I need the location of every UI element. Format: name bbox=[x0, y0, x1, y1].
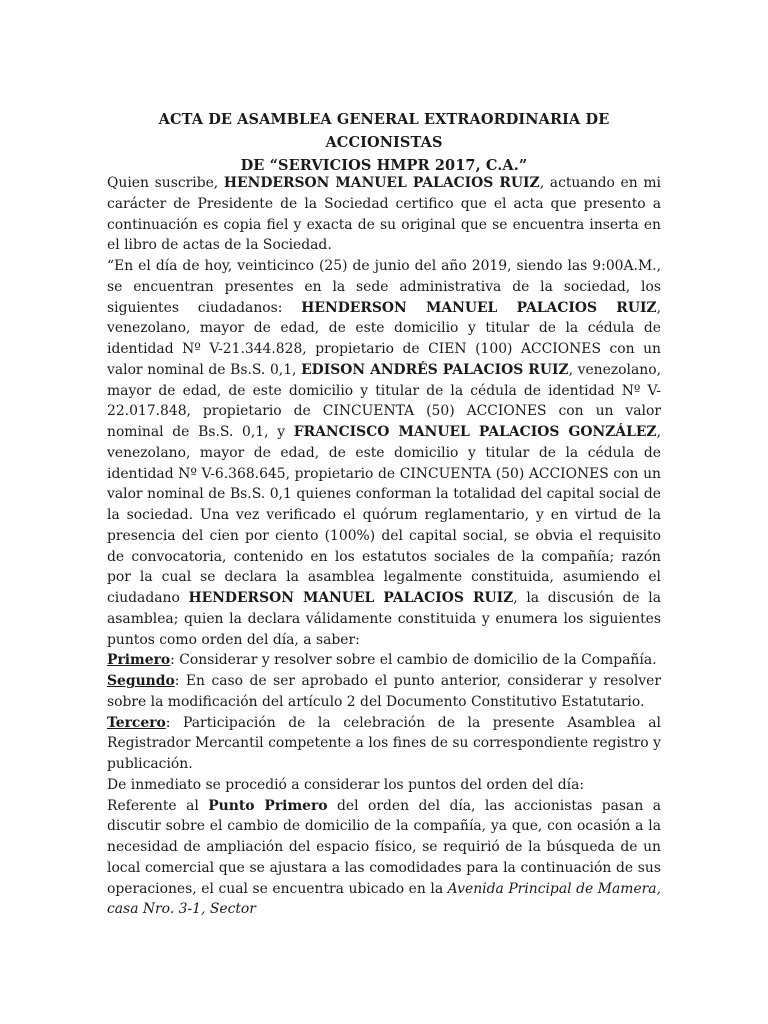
intro-text-continued: , actuando en mi carácter de Presidente de la Sociedad certifico que el acta que presento a continuación es copia fiel y exacta de su original que se encuentra inserta en el libro de actas de la Sociedad. bbox=[107, 175, 661, 254]
agenda-separator: : bbox=[170, 652, 180, 669]
agenda-label-segundo: Segundo bbox=[107, 673, 175, 689]
punto-primero-label: Punto Primero bbox=[208, 797, 328, 814]
agenda-separator: : bbox=[174, 673, 186, 689]
referente-paragraph bbox=[107, 796, 661, 921]
document-body bbox=[107, 173, 661, 920]
minutes-text-2: , venezolano, mayor de edad, de este domicilio y titular de la cédula de identidad Nº V-21.344.828, propietario de CIEN (100) ACCIONES con un valor nominal de Bs.S. 0,1, bbox=[107, 299, 661, 378]
minutes-paragraph bbox=[107, 256, 661, 650]
agenda-label-tercero: Tercero bbox=[107, 714, 166, 731]
agenda-text: En caso de ser aprobado el punto anterior, considerar y resolver sobre la modificación del artículo 2 del Documento Constitutivo Estatutario. bbox=[107, 673, 661, 710]
shareholder-name-2: EDISON ANDRÉS PALACIOS RUIZ bbox=[301, 361, 569, 378]
minutes-text-1: “En el día de hoy, veinticinco (25) de junio del año 2019, siendo las 9:00A.M., se encuentran presentes en la sede administrativa de la sociedad, los siguientes ciudadanos: bbox=[107, 258, 661, 316]
agenda-item bbox=[107, 713, 661, 775]
referente-text-1: Referente al bbox=[107, 797, 209, 814]
shareholder-name-1: HENDERSON MANUEL PALACIOS RUIZ bbox=[301, 299, 657, 316]
minutes-text-4: , venezolano, mayor de edad, de este domicilio y titular de la cédula de identidad Nº V-6.368.645, propietario de CINCUENTA (50) ACCIONES con un valor nominal de Bs.S. 0,1 quienes conforman la totalidad del capital social de la sociedad. Una vez verificado el quórum reglamentario, y en virtud de la presencia del cien por ciento (100%) del capital social, se obvia el requisito de convocatoria, contenido en los estatutos sociales de la compañía; razón por la cual se declara la asamblea legalmente constituida, asumiendo el ciudadano bbox=[107, 424, 661, 606]
proceed-paragraph: De inmediato se procedió a considerar los puntos del orden del día: bbox=[107, 776, 585, 793]
document-title bbox=[100, 108, 668, 177]
chair-name: HENDERSON MANUEL PALACIOS RUIZ bbox=[188, 590, 514, 606]
agenda-item bbox=[107, 650, 661, 671]
agenda-label-primero: Primero bbox=[107, 652, 171, 669]
agenda-separator: : bbox=[165, 714, 184, 731]
agenda-text: Considerar y resolver sobre el cambio de domicilio de la Compañía. bbox=[179, 652, 657, 669]
intro-paragraph bbox=[107, 173, 661, 256]
address-text: Avenida Principal de Mamera, casa Nro. 3-1, Sector bbox=[107, 880, 662, 918]
intro-text: Quien suscribe, bbox=[107, 175, 224, 191]
agenda-text: Participación de la celebración de la presente Asamblea al Registrador Mercantil competente a los fines de su correspondiente registro y publicación. bbox=[107, 714, 661, 772]
president-name: HENDERSON MANUEL PALACIOS RUIZ bbox=[223, 175, 540, 191]
shareholder-name-3: FRANCISCO MANUEL PALACIOS GONZÁLEZ bbox=[293, 424, 657, 440]
agenda-item bbox=[107, 671, 661, 713]
minutes-text-5: , la discusión de la asamblea; quien la declara válidamente constituida y enumera los siguientes puntos como orden del día, a saber: bbox=[107, 590, 661, 648]
title-line-2: DE “SERVICIOS HMPR 2017, C.A.” bbox=[240, 157, 528, 174]
referente-text-2: del orden del día, las accionistas pasan a discutir sobre el cambio de domicilio de la compañía, ya que, con ocasión a la necesidad de ampliación del espacio físico, se requirió de la búsqueda de un local comercial que se ajustara a las comodidades para la continuación de sus operaciones, el cual se encuentra ubicado en la bbox=[107, 797, 661, 897]
title-line-1: ACTA DE ASAMBLEA GENERAL EXTRAORDINARIA DE ACCIONISTAS bbox=[158, 111, 610, 151]
minutes-text-3: , venezolano, mayor de edad, de este domicilio y titular de la cédula de identidad Nº V-22.017.848, propietario de CINCUENTA (50) ACCIONES con un valor nominal de Bs.S. 0,1, y bbox=[107, 361, 661, 440]
